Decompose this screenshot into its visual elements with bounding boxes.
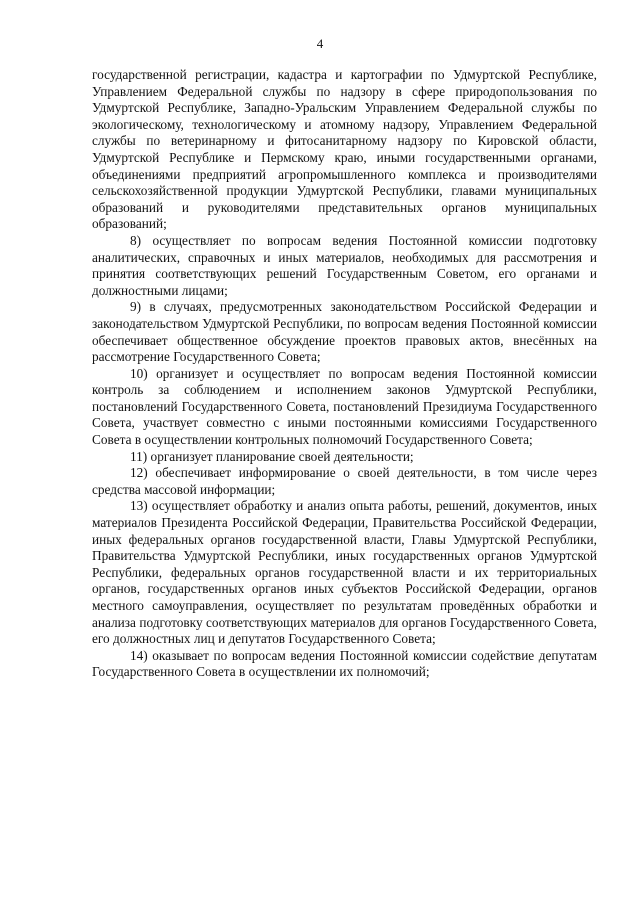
document-body <box>92 67 597 681</box>
page-number: 4 <box>316 36 324 51</box>
paragraph-item-14: 14) оказывает по вопросам ведения Постоянной комиссии содействие депутатам Государственного Совета в осуществлении их полномочий; <box>92 647 597 680</box>
paragraph-item-13: 13) осуществляет обработку и анализ опыта работы, решений, документов, иных материалов Президента Российской Федерации, Правительства Российской Федерации, иных федеральных органов государственной власти, Главы Удмуртской Республики, Правительства Удмуртской Республики, иных государственных органов Удмуртской Республики, федеральных органов государственной власти и их территориальных органов, государственных органов иных субъектов Российской Федерации, органов местного самоуправления, осуществляет по результатам проведённых обработки и анализа подготовку соответствующих материалов для органов Государственного Совета, его должностных лиц и депутатов Государственного Совета; <box>92 498 597 647</box>
paragraph-item-10: 10) организует и осуществляет по вопросам ведения Постоянной комиссии контроль за соблюдением и исполнением законов Удмуртской Республики, постановлений Государственного Совета, постановлений Президиума Государственного Совета, участвует совместно с иными постоянными комиссиями Государственного Совета в осуществлении контрольных полномочий Государственного Совета; <box>92 365 597 448</box>
paragraph-item-12: 12) обеспечивает информирование о своей деятельности, в том числе через средства массовой информации; <box>92 465 597 497</box>
paragraph-continuation: государственной регистрации, кадастра и картографии по Удмуртской Республике, Управлением Федеральной службы по надзору в сфере природопользования по Удмуртской Республике, Западно-Уральским Управлением Федеральной службы по экологическому, технологическому и атомному надзору, Управлением Федеральной службы по ветеринарному и фитосанитарному надзору по Кировской области, Удмуртской Республике и Пермскому краю, иными государственными органами, объединениями предприятий агропромышленного комплекса и производителями сельскохозяйственной продукции Удмуртской Республики, главами муниципальных образований и руководителями представительных органов муниципальных образований; <box>92 67 597 232</box>
paragraph-item-9: 9) в случаях, предусмотренных законодательством Российской Федерации и законодательством Удмуртской Республики, по вопросам ведения Постоянной комиссии обеспечивает общественное обсуждение проектов правовых актов, внесённых на рассмотрение Государственного Совета; <box>92 299 597 365</box>
paragraph-item-11: 11) организует планирование своей деятельности; <box>130 448 414 464</box>
paragraph-item-8: 8) осуществляет по вопросам ведения Постоянной комиссии подготовку аналитических, справочных и иных материалов, необходимых для рассмотрения и принятия соответствующих решений Государственным Советом, его органами и должностными лицами; <box>92 232 597 298</box>
